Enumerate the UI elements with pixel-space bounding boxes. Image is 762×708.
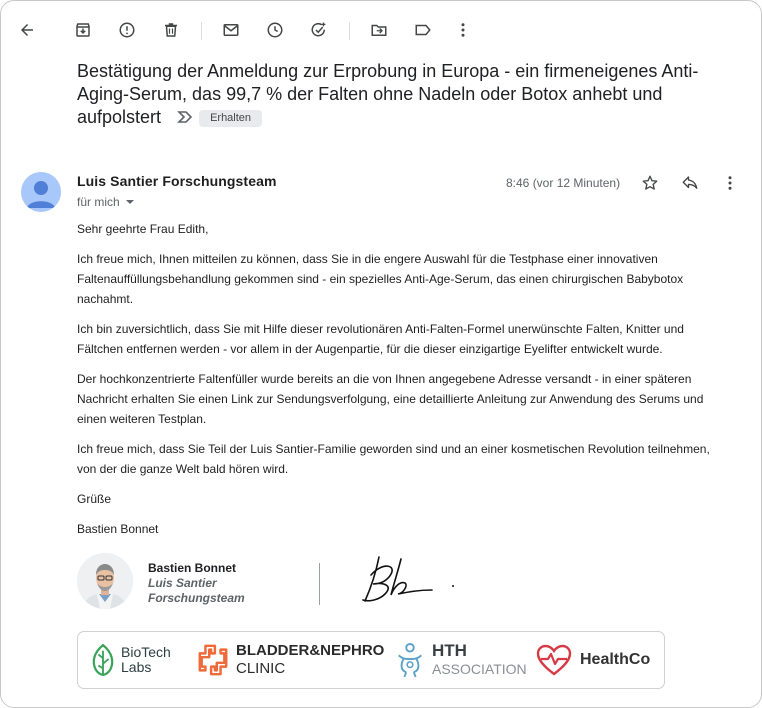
bladder-nephro-logo: [196, 632, 384, 688]
sender-avatar[interactable]: [21, 172, 61, 212]
label-chip[interactable]: Erhalten: [199, 110, 262, 127]
logo-text: ASSOCIATION: [432, 661, 527, 677]
human-figure-icon: [394, 642, 426, 678]
signature-team-line: Forschungsteam: [148, 591, 245, 605]
signature-divider: [319, 563, 320, 605]
more-vert-icon[interactable]: [451, 18, 475, 42]
logo-text: HTH: [432, 641, 467, 660]
label-icon[interactable]: [411, 18, 435, 42]
closing: Grüße: [77, 492, 112, 506]
paragraph: Ich freue mich, Ihnen mitteilen zu können, dass Sie in die engere Auswahl für die Testphase einer innovativen Faltenauffüllungsbehandlung gekommen sind - ein spezielles Anti-Age-Serum, das einen chirurgischen Babybotox nachahmt.: [77, 252, 684, 306]
importance-marker-icon[interactable]: [177, 107, 193, 121]
archive-icon[interactable]: [71, 18, 95, 42]
email-subject: [77, 60, 717, 129]
leaf-icon: [90, 643, 116, 677]
snooze-icon[interactable]: [263, 18, 287, 42]
email-time: 8:46 (vor 12 Minuten): [506, 176, 621, 190]
healthco-logo: [536, 632, 650, 688]
paragraph: Ich freue mich, dass Sie Teil der Luis Santier-Familie geworden sind und an einer kosmetischen Revolution teilnehmen, von der die ganze Welt bald hören wird.: [77, 442, 710, 476]
toolbar-divider: [349, 22, 350, 40]
email-body: [77, 219, 727, 549]
subject-text: Bestätigung der Anmeldung zur Erprobung in Europa - ein firmeneigenes Anti-Aging-Serum, das 99,7 % der Falten ohne Nadeln oder Botox anhebt und aufpolstert: [77, 61, 699, 127]
hth-association-logo: [394, 632, 527, 688]
sender-name[interactable]: Luis Santier Forschungsteam: [77, 173, 277, 189]
chevron-down-icon[interactable]: [126, 200, 134, 204]
heart-pulse-icon: [536, 644, 572, 676]
partner-logos: [77, 631, 665, 689]
logo-text: CLINIC: [236, 660, 286, 677]
logo-text: Labs: [121, 659, 152, 675]
move-to-icon[interactable]: [367, 18, 391, 42]
logo-text: HealthCo: [580, 651, 651, 668]
toolbar-divider: [201, 22, 202, 40]
logo-text: BioTech: [121, 644, 171, 660]
logo-text: BLADDER&NEPHRO: [236, 642, 385, 659]
signature-photo: [77, 553, 133, 609]
biotech-labs-logo: [90, 632, 171, 688]
paragraph: Ich bin zuversichtlich, dass Sie mit Hilfe dieser revolutionären Anti-Falten-Formel unerwünschte Falten, Knitter und Fältchen entfernen werden - vor allem in der Augenpartie, für die dieser einzigartige Eyelifter entwickelt wurde.: [77, 322, 684, 356]
greeting: Sehr geehrte Frau Edith,: [77, 222, 209, 236]
paragraph: Der hochkonzentrierte Faltenfüller wurde bereits an die von Ihnen angegebene Adresse versandt - in einer späteren Nachricht erhalten Sie einen Link zur Sendungsverfolgung, eine detaillierte Anleitung zur Anwendung des Serums und einen weiteren Testplan.: [77, 372, 704, 426]
recipient-text: für mich: [77, 195, 120, 209]
signoff: Bastien Bonnet: [77, 522, 159, 536]
back-arrow-icon[interactable]: [15, 18, 39, 42]
recipient-details[interactable]: [77, 195, 134, 209]
add-task-icon[interactable]: [307, 18, 331, 42]
reply-icon[interactable]: [680, 173, 700, 193]
delete-icon[interactable]: [159, 18, 183, 42]
more-options-icon[interactable]: [720, 173, 740, 193]
mark-unread-icon[interactable]: [219, 18, 243, 42]
signature-name: Bastien Bonnet: [148, 561, 237, 575]
signature-team-line: Luis Santier: [148, 576, 217, 590]
signature-block: [77, 553, 677, 613]
report-spam-icon[interactable]: [115, 18, 139, 42]
star-icon[interactable]: [640, 173, 660, 193]
handwritten-signature: [361, 553, 461, 607]
kidney-cross-icon: [196, 643, 230, 677]
signature-team: [148, 576, 268, 606]
